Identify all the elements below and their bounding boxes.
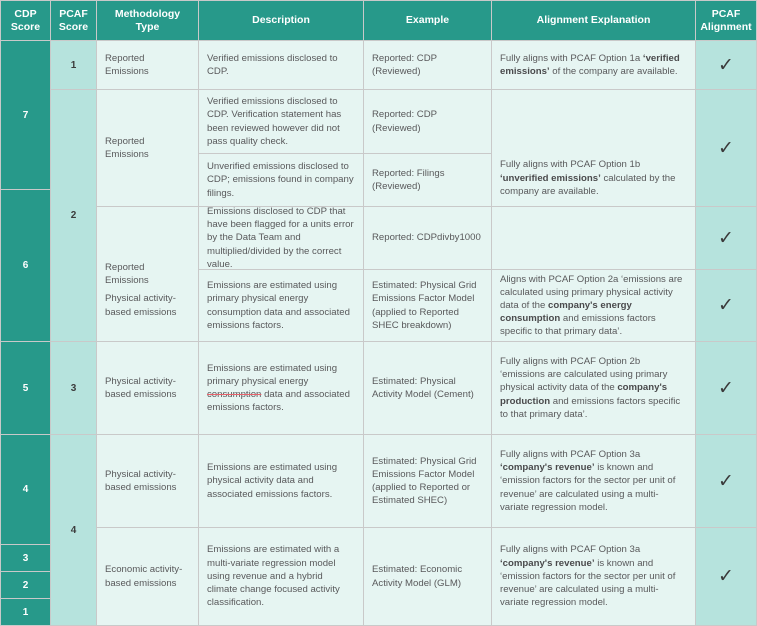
description-cell-struck [199, 342, 363, 434]
checkmark-icon: ✓ [718, 226, 734, 249]
example-value: Estimated: Physical Grid Emissions Factor Model (applied to Reported SHEC breakdown) [372, 280, 477, 331]
alignment-explanation-suffix: of the company are available. [549, 66, 678, 77]
column-header-methodology-type [97, 1, 198, 40]
pcaf-alignment-cell [696, 207, 756, 269]
description-cell [199, 90, 363, 153]
example-value: Estimated: Physical Grid Emissions Factor Model (applied to Reported or Estimated SHEC) [372, 455, 477, 507]
description-value: Verified emissions disclosed to CDP. [207, 52, 338, 77]
cdp-score-cell-7 [1, 41, 50, 189]
pcaf-alignment-cell [696, 41, 756, 89]
alignment-explanation-prefix: Fully aligns with PCAF Option 3a [500, 544, 641, 556]
cdp-score-value: 2 [22, 579, 29, 591]
pcaf-score-value: 3 [70, 382, 77, 394]
cdp-score-value: 4 [22, 484, 29, 495]
example-cell [364, 90, 491, 153]
alignment-explanation-cell [492, 435, 695, 527]
description-value: Emissions are estimated using primary physical energy consumption data and associated emissions factors. [207, 280, 350, 331]
methodology-type-value: Physical activity-based emissions [105, 293, 177, 318]
pcaf-alignment-cell [696, 90, 756, 206]
example-cell [364, 528, 491, 625]
description-value: Verified emissions disclosed to CDP. Verification statement has been reviewed however did not pass quality check. [207, 96, 342, 147]
example-value: Reported: Filings (Reviewed) [372, 167, 445, 192]
alignment-explanation-prefix: Aligns with PCAF Option 2a ‘emissions are calculated using primary physical activity data of the [500, 273, 683, 311]
example-value: Estimated: Physical Activity Model (Cement) [372, 375, 474, 400]
pcaf-alignment-cell [696, 342, 756, 434]
pcaf-alignment-cell [696, 435, 756, 527]
alignment-explanation-suffix: and emissions factors specific to that primary data’. [500, 313, 656, 338]
alignment-explanation-bold: ‘verified emissions’ [500, 52, 680, 77]
checkmark-icon: ✓ [718, 469, 734, 492]
methodology-type-cell [97, 342, 198, 434]
pcaf-score-cell-3 [51, 342, 96, 434]
alignment-explanation-prefix: Fully aligns with PCAF Option 2b ‘emissions are calculated using primary physical activity data of the [500, 355, 668, 394]
pcaf-score-cell-4 [51, 435, 96, 625]
column-header-cdp-score [1, 1, 50, 40]
alignment-explanation-value [500, 52, 687, 78]
cdp-score-value: 6 [22, 260, 29, 271]
example-cell [364, 342, 491, 434]
description-value: Emissions are estimated with a multi-variate regression model using revenue and a hybrid climate change focused activity classification. [207, 544, 340, 609]
checkmark-icon: ✓ [718, 294, 734, 316]
column-header-methodology-type-label: Methodology Type [114, 7, 181, 33]
description-value: Emissions are estimated using physical activity data and associated emissions factors. [207, 462, 338, 500]
alignment-explanation-suffix: calculated by the company are available. [500, 172, 676, 197]
methodology-type-value: Reported Emissions [105, 135, 149, 160]
alignment-explanation-prefix: Fully aligns with PCAF Option 3a [500, 448, 641, 460]
cdp-score-cell-4 [1, 435, 50, 544]
alignment-explanation-prefix: Fully aligns with PCAF Option 1b [500, 159, 641, 171]
methodology-type-value: Reported Emissions [105, 52, 149, 77]
description-cell [199, 528, 363, 625]
alignment-explanation-suffix: and emissions factors specific to that primary data’. [500, 395, 681, 420]
example-value: Estimated: Economic Activity Model (GLM) [372, 564, 463, 589]
column-header-alignment-explanation [492, 1, 695, 40]
cdp-score-cell-2 [1, 572, 50, 598]
alignment-explanation-suffix: is known and ‘emission factors for the sector per unit of revenue’ are calculated using a multi-variate regression model. [500, 557, 676, 609]
alignment-explanation-value [500, 158, 687, 198]
cdp-score-cell-1 [1, 599, 50, 625]
alignment-explanation-cell [492, 90, 695, 206]
methodology-type-value: Physical activity-based emissions [105, 375, 177, 400]
column-header-pcaf-score-label: PCAF Score [58, 7, 89, 33]
description-strikethrough-word: consumption [207, 389, 262, 400]
cdp-score-value: 3 [22, 552, 29, 564]
checkmark-icon: ✓ [718, 53, 734, 76]
description-suffix: data and associated emissions factors. [207, 389, 350, 414]
description-cell [199, 154, 363, 206]
description-cell [199, 207, 363, 269]
alignment-explanation-cell [492, 342, 695, 434]
example-cell [364, 41, 491, 89]
pcaf-score-value: 2 [70, 210, 77, 221]
pcaf-alignment-cell [696, 270, 756, 341]
alignment-explanation-value [500, 543, 687, 609]
example-value: Reported: CDPdivby1000 [372, 232, 481, 244]
example-value: Reported: CDP (Reviewed) [372, 109, 437, 134]
description-cell [199, 41, 363, 89]
alignment-explanation-bold: company's energy consumption [500, 299, 632, 325]
cdp-score-cell-6 [1, 190, 50, 341]
methodology-type-value: Reported Emissions [105, 261, 149, 286]
description-value: Unverified emissions disclosed to CDP; emissions found in company filings. [207, 161, 354, 199]
alignment-explanation-value [500, 273, 687, 339]
alignment-explanation-cell [492, 528, 695, 625]
cdp-score-value: 5 [22, 382, 29, 394]
alignment-explanation-suffix: is known and ‘emission factors for the sector per unit of revenue’ are calculated using a multi-variate regression model. [500, 462, 676, 513]
column-header-pcaf-score [51, 1, 96, 40]
cdp-score-value: 7 [22, 109, 29, 121]
alignment-explanation-bold: company's production [500, 382, 668, 407]
example-cell [364, 154, 491, 206]
methodology-type-cell [97, 435, 198, 527]
description-value-struck [207, 362, 355, 415]
pcaf-score-value: 4 [70, 524, 77, 536]
description-value: Emissions disclosed to CDP that have been flagged for a units error by the Data Team and multiplied/divided by the correct value. [207, 207, 354, 269]
example-cell [364, 207, 491, 269]
column-header-alignment-explanation-label: Alignment Explanation [536, 14, 651, 26]
alignment-explanation-bold: ‘unverified emissions’ [500, 172, 601, 184]
alignment-explanation-value [500, 448, 687, 514]
description-cell [199, 435, 363, 527]
description-prefix: Emissions are estimated using primary physical energy [207, 362, 338, 387]
methodology-type-cell [97, 90, 198, 206]
alignment-explanation-cell [492, 270, 695, 341]
methodology-type-value: Physical activity-based emissions [105, 468, 177, 493]
methodology-type-cell [97, 41, 198, 89]
alignment-explanation-value [500, 355, 687, 421]
example-cell [364, 270, 491, 341]
pcaf-score-value: 1 [70, 59, 77, 71]
alignment-explanation-bold: ‘company's revenue’ [500, 462, 595, 474]
methodology-type-cell [97, 528, 198, 625]
cdp-score-cell-3 [1, 545, 50, 571]
column-header-example [364, 1, 491, 40]
column-header-example-label: Example [405, 14, 450, 26]
pcaf-score-cell-2 [51, 90, 96, 341]
description-cell [199, 270, 363, 341]
column-header-description-label: Description [252, 14, 310, 26]
cdp-score-value: 1 [22, 606, 29, 618]
pcaf-score-cell-1 [51, 41, 96, 89]
cdp-score-cell-5 [1, 342, 50, 434]
alignment-explanation-cell [492, 41, 695, 89]
example-value: Reported: CDP (Reviewed) [372, 52, 437, 77]
column-header-description [199, 1, 363, 40]
checkmark-icon: ✓ [718, 136, 734, 159]
alignment-explanation-bold: ‘company's revenue’ [500, 557, 595, 569]
alignment-explanation-prefix: Fully aligns with PCAF Option 1a [500, 52, 643, 64]
alignment-explanation-cell-empty [492, 207, 695, 269]
example-cell [364, 435, 491, 527]
column-header-cdp-score-label: CDP Score [10, 7, 41, 33]
methodology-type-value: Economic activity-based emissions [105, 564, 183, 589]
column-header-pcaf-alignment-label: PCAF Alignment [700, 7, 752, 33]
pcaf-alignment-cell [696, 528, 756, 625]
checkmark-icon: ✓ [718, 376, 734, 399]
column-header-pcaf-alignment [696, 1, 756, 40]
checkmark-icon: ✓ [718, 565, 734, 587]
methodology-type-cell [97, 270, 198, 341]
